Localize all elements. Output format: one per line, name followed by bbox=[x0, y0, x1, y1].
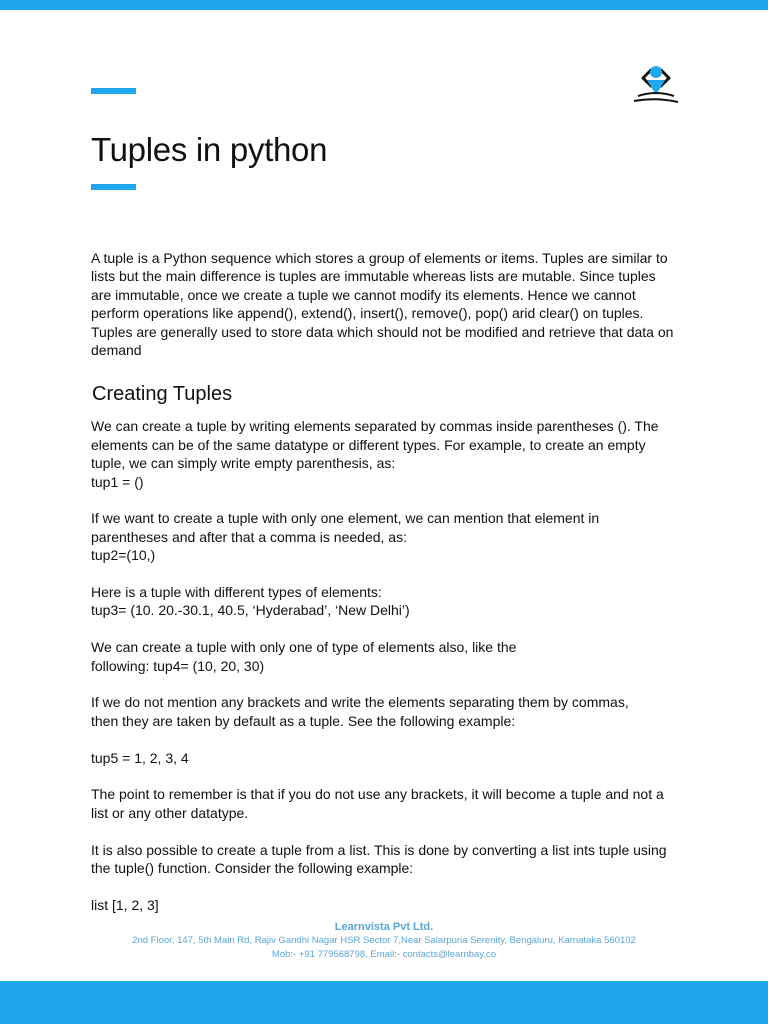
paragraph: It is also possible to create a tuple from a list. This is done by converting a list ints tuple using the tuple() function. Consider the following example: bbox=[91, 841, 667, 877]
title-accent-top bbox=[91, 88, 136, 94]
page-footer bbox=[0, 920, 768, 961]
paragraph: We can create a tuple with only one of type of elements also, like the following: tup4= (10, 20, 30) bbox=[91, 639, 517, 674]
bottom-accent-bar bbox=[0, 981, 768, 1024]
document-body bbox=[91, 249, 676, 914]
paragraph: The point to remember is that if you do not use any brackets, it will become a tuple and not a list or any other datatype. bbox=[91, 786, 664, 821]
intro-paragraph: A tuple is a Python sequence which stores a group of elements or items. Tuples are similar to lists but the main difference is tuples are immutable whereas lists are mutable. Since tuples are immutable, once we create a tuple we cannot modify its elements. Hence we cannot perform operations like append(), extend(), insert(), remove(), pop() arid clear() on tuples. Tuples are generally used to store data which should not be modified and retrieve that data on demand bbox=[91, 250, 674, 359]
top-accent-bar bbox=[0, 0, 768, 10]
page-title: Tuples in python bbox=[91, 131, 328, 168]
code-line: list [1, 2, 3] bbox=[91, 896, 159, 913]
title-accent-bottom bbox=[91, 184, 136, 190]
paragraph: We can create a tuple by writing elements separated by commas inside parentheses (). The elements can be of the same datatype or different types. For example, to create an empty tuple, we can simply write empty parenthesis, as: tup1 = () bbox=[91, 418, 659, 490]
footer-contact: Mob:- +91 779568798, Email:- contacts@learnbay.co bbox=[271, 948, 497, 960]
footer-address: 2nd Floor, 147, 5th Main Rd, Rajiv Gandhi Nagar HSR Sector 7,Near Salarpuria Serenity, Bengaluru, Karnataka 560102 bbox=[132, 935, 636, 946]
paragraph: If we do not mention any brackets and write the elements separating them by commas, then they are taken by default as a tuple. See the following example: bbox=[91, 694, 629, 729]
company-logo-icon bbox=[630, 60, 682, 108]
paragraph: If we want to create a tuple with only one element, we can mention that element in parentheses and after that a comma is needed, as: tup2=(10,) bbox=[91, 510, 600, 564]
code-line: tup5 = 1, 2, 3, 4 bbox=[91, 749, 189, 766]
paragraph: Here is a tuple with different types of elements: tup3= (10. 20.-30.1, 40.5, ‘Hyderabad’, ‘New Delhi’) bbox=[91, 584, 410, 619]
section-heading: Creating Tuples bbox=[92, 383, 233, 406]
footer-company: Learnvista Pvt Ltd. bbox=[334, 921, 434, 933]
